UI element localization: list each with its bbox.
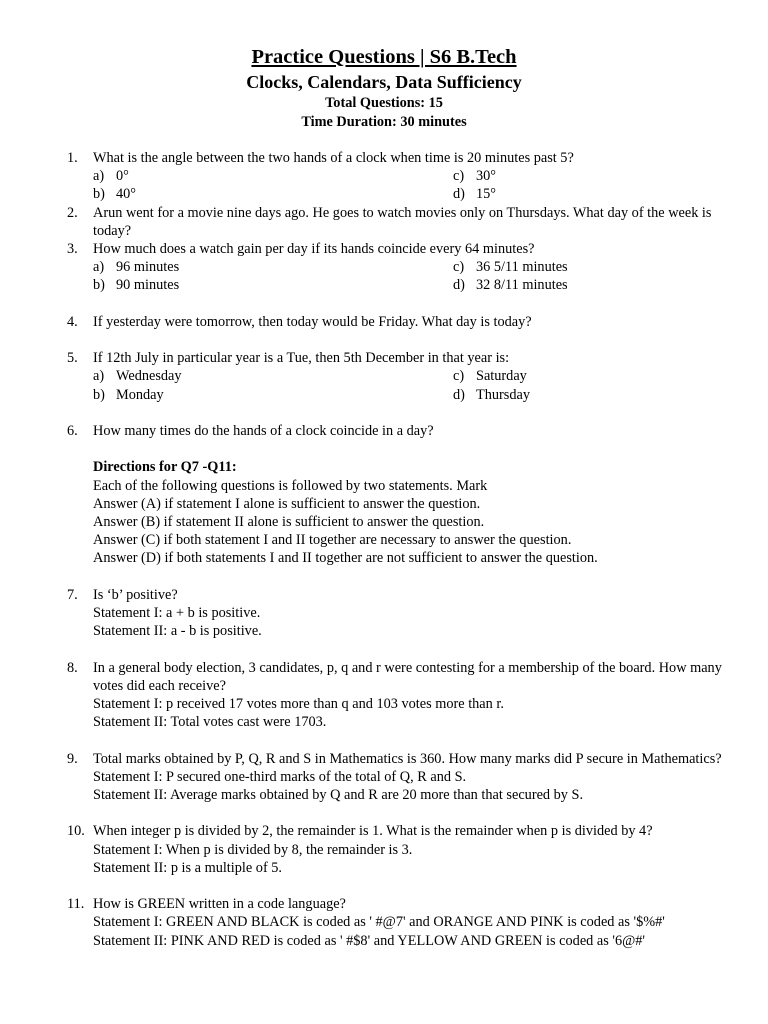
spacer xyxy=(67,331,747,349)
question-text: If 12th July in particular year is a Tue, then 5th December in that year is: xyxy=(93,350,510,367)
option xyxy=(93,276,453,294)
question-number: 10. xyxy=(67,823,85,840)
option xyxy=(93,167,453,185)
statement-1: Statement I: p received 17 votes more than q and 103 votes more than r. xyxy=(93,696,504,712)
question-text: In a general body election, 3 candidates, p, q and r were contesting for a membership of the board. How many votes did each receive? xyxy=(93,659,722,694)
question-9 xyxy=(67,750,747,805)
directions-line: Answer (C) if both statement I and II together are necessary to answer the question. xyxy=(93,532,572,549)
question-text: How many times do the hands of a clock coincide in a day? xyxy=(93,423,434,439)
question-7 xyxy=(67,586,747,641)
options xyxy=(93,367,747,403)
question-number: 11. xyxy=(67,896,85,913)
page-title: Practice Questions | S6 B.Tech xyxy=(251,46,517,68)
question-text: What is the angle between the two hands of a clock when time is 20 minutes past 5? xyxy=(93,150,574,166)
question-3 xyxy=(67,240,747,295)
option-text: 32 8/11 minutes xyxy=(476,277,568,294)
option xyxy=(453,367,653,385)
option xyxy=(453,185,653,203)
option-letter: c) xyxy=(453,368,465,385)
question-1 xyxy=(67,149,747,204)
question-number: 5. xyxy=(67,350,78,367)
option-text: Monday xyxy=(116,386,164,403)
options xyxy=(93,258,747,294)
spacer xyxy=(67,731,747,749)
total-questions: Total Questions: 15 xyxy=(325,95,443,111)
option-letter: b) xyxy=(93,386,105,403)
option-letter: b) xyxy=(93,186,105,203)
page-subtitle: Clocks, Calendars, Data Sufficiency xyxy=(246,72,522,92)
option xyxy=(453,276,653,294)
statement-2: Statement II: PINK AND RED is coded as ' #$8' and YELLOW AND GREEN is coded as '6@#' xyxy=(93,932,645,949)
option-letter: a) xyxy=(93,259,105,276)
statement-1: Statement I: a + b is positive. xyxy=(93,605,261,621)
option-text: Wednesday xyxy=(116,368,182,385)
option-letter: a) xyxy=(93,168,105,185)
question-text: If yesterday were tomorrow, then today would be Friday. What day is today? xyxy=(93,313,532,330)
option xyxy=(453,386,653,404)
question-number: 7. xyxy=(67,586,78,603)
question-text: How is GREEN written in a code language? xyxy=(93,896,346,913)
option-text: 30° xyxy=(476,168,497,185)
spacer xyxy=(67,440,747,458)
option-letter: a) xyxy=(93,368,105,385)
spacer xyxy=(67,804,747,822)
question-4 xyxy=(67,313,747,331)
option-text: 36 5/11 minutes xyxy=(476,259,568,276)
statement-2: Statement II: a - b is positive. xyxy=(93,623,262,640)
option xyxy=(93,367,453,385)
option-letter: c) xyxy=(453,168,465,185)
option-text: 15° xyxy=(476,186,497,203)
directions-line: Answer (A) if statement I alone is sufficient to answer the question. xyxy=(93,495,481,512)
question-8 xyxy=(67,659,747,732)
option xyxy=(93,185,453,203)
statement-2: Statement II: Average marks obtained by Q and R are 20 more than that secured by S. xyxy=(93,787,584,803)
option xyxy=(453,167,653,185)
options xyxy=(93,167,747,203)
statement-2: Statement II: p is a multiple of 5. xyxy=(93,859,283,876)
question-text: How much does a watch gain per day if its hands coincide every 64 minutes? xyxy=(93,241,535,258)
option-letter: d) xyxy=(453,186,465,203)
directions-line: Each of the following questions is followed by two statements. Mark xyxy=(93,477,488,494)
statement-1: Statement I: When p is divided by 8, the remainder is 3. xyxy=(93,841,413,858)
directions-line: Answer (D) if both statements I and II together are not sufficient to answer the question. xyxy=(93,550,598,567)
option-letter: d) xyxy=(453,386,465,403)
question-number: 2. xyxy=(67,204,78,221)
option xyxy=(453,258,653,276)
question-text: Total marks obtained by P, Q, R and S in Mathematics is 360. How many marks did P secure in Mathematics? xyxy=(93,750,722,767)
option xyxy=(93,386,453,404)
question-number: 6. xyxy=(67,423,78,439)
option-text: 96 minutes xyxy=(116,259,180,276)
question-5 xyxy=(67,349,747,404)
option-text: 40° xyxy=(116,186,137,203)
option-letter: c) xyxy=(453,259,465,276)
question-text: Is ‘b’ positive? xyxy=(93,586,178,603)
statement-1: Statement I: GREEN AND BLACK is coded as ' #@7' and ORANGE AND PINK is coded as '$%#' xyxy=(93,914,665,931)
time-duration: Time Duration: 30 minutes xyxy=(301,113,467,130)
option-letter: b) xyxy=(93,277,105,294)
question-6 xyxy=(67,422,747,440)
question-number: 9. xyxy=(67,750,78,767)
question-text: Arun went for a movie nine days ago. He goes to watch movies only on Thursdays. What day of the week is today? xyxy=(93,204,712,239)
spacer xyxy=(67,404,747,422)
spacer xyxy=(67,295,747,313)
document-header xyxy=(0,44,768,131)
option-text: 90 minutes xyxy=(116,277,180,294)
statement-2: Statement II: Total votes cast were 1703. xyxy=(93,714,327,731)
option-text: Thursday xyxy=(476,386,530,403)
spacer xyxy=(67,568,747,586)
directions-heading: Directions for Q7 -Q11: xyxy=(93,459,237,476)
question-11 xyxy=(67,895,747,950)
spacer xyxy=(67,877,747,895)
question-number: 3. xyxy=(67,241,78,258)
statement-1: Statement I: P secured one-third marks of the total of Q, R and S. xyxy=(93,768,467,785)
question-10 xyxy=(67,822,747,877)
directions-block xyxy=(67,458,747,567)
option xyxy=(93,258,453,276)
question-number: 4. xyxy=(67,313,78,330)
option-text: 0° xyxy=(116,168,129,185)
option-text: Saturday xyxy=(476,368,527,385)
option-letter: d) xyxy=(453,277,465,294)
question-list xyxy=(67,149,747,950)
question-number: 8. xyxy=(67,659,78,676)
question-2 xyxy=(67,204,747,240)
question-number: 1. xyxy=(67,150,78,166)
question-text: When integer p is divided by 2, the remainder is 1. What is the remainder when p is divided by 4? xyxy=(93,823,653,840)
spacer xyxy=(67,640,747,658)
directions-line: Answer (B) if statement II alone is sufficient to answer the question. xyxy=(93,514,485,530)
